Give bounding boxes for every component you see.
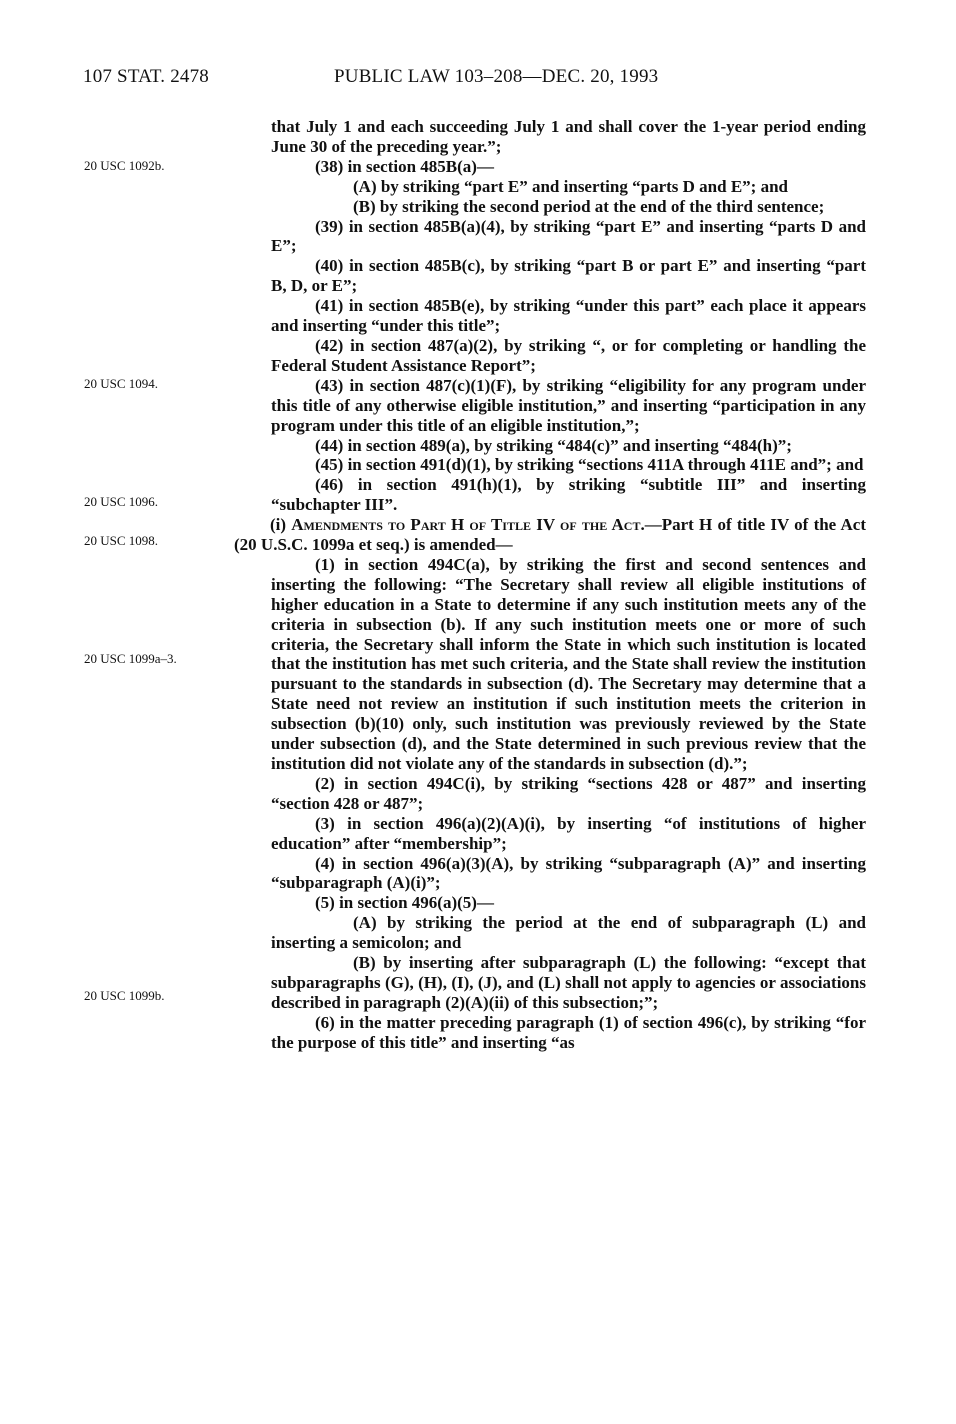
amendment-paragraph-5: (5) in section 496(a)(5)— — [315, 893, 494, 913]
amendment-paragraph-43: (43) in section 487(c)(1)(F), by striking “eligibility for any program under this title of any otherwise eligible institution,” and inserting “participation in any program under this title of an eligible institution,”; — [271, 375, 866, 435]
amendment-paragraph-42: (42) in section 487(a)(2), by striking “, or for completing or handling the Federal Student Assistance Report”; — [271, 335, 866, 375]
margin-citation: 20 USC 1092b. — [84, 158, 165, 173]
amendment-paragraph-41: (41) in section 485B(e), by striking “under this part” each place it appears and inserting “under this title”; — [271, 296, 866, 336]
amendment-paragraph-40: (40) in section 485B(c), by striking “part B or part E” and inserting “part B, D, or E”; — [271, 256, 866, 296]
subparagraph-38-a: (A) by striking “part E” and inserting “parts D and E”; and — [353, 176, 788, 196]
stat-page-number: 107 STAT. 2478 — [83, 66, 210, 87]
running-title: PUBLIC LAW 103–208—DEC. 20, 1993 — [334, 66, 659, 87]
margin-citation: 20 USC 1099a–3. — [84, 651, 177, 666]
subparagraph-5-b: (B) by inserting after subparagraph (L) the following: “except that subparagraphs (G), (H), (I), (J), and (L) shall not apply to agencies or associations described in paragraph (2)(A)(ii) of this subsection;”; — [271, 953, 866, 1012]
subparagraph-38-b: (B) by striking the second period at the end of the third sentence; — [353, 196, 825, 216]
margin-citation: 20 USC 1094. — [84, 376, 159, 391]
statute-body — [234, 117, 866, 1053]
margin-citation: 20 USC 1099b. — [84, 988, 165, 1003]
amendment-paragraph-45: (45) in section 491(d)(1), by striking “sections 411A through 411E and”; and — [315, 455, 864, 475]
continuation-paragraph: that July 1 and each succeeding July 1 and shall cover the 1-year period ending June 30 of the preceding year.”; — [271, 117, 866, 156]
amendment-paragraph-44: (44) in section 489(a), by striking “484(c)” and inserting “484(h)”; — [315, 435, 792, 455]
amendment-paragraph-3: (3) in section 496(a)(2)(A)(i), by inserting “of institutions of higher education” after “membership”; — [271, 813, 866, 853]
subparagraph-5-a: (A) by striking the period at the end of subparagraph (L) and inserting a semicolon; and — [271, 913, 866, 953]
amendment-paragraph-1: (1) in section 494C(a), by striking the first and second sentences and inserting the following: “The Secretary shall review all eligible institutions of higher education in a State to determine if any such institution meets any of the criteria in subsection (b). If any such institution meets one or more of such criteria, the Secretary shall inform the State in which such institution is located that the institution has met such criteria, and the State shall review the institution pursuant to the standards in subsection (d). The Secretary may determine that a State need not review an institution if such institution meets the criterion in subsection (b)(10) only, such institution was previously reviewed by the State under subsection (d), and the State determined in such previous review that the institution did not violate any of the standards in subsection (d).”; — [271, 554, 866, 773]
subsection-i — [234, 515, 866, 555]
amendment-paragraph-46: (46) in section 491(h)(1), by striking “subtitle III” and inserting “subchapter III”. — [271, 475, 866, 515]
amendment-paragraph-38: (38) in section 485B(a)— — [315, 156, 494, 176]
margin-citation: 20 USC 1098. — [84, 533, 159, 548]
amendment-paragraph-6: (6) in the matter preceding paragraph (1) of section 496(c), by striking “for the purpose of this title” and inserting “as — [271, 1012, 866, 1052]
subsection-i-heading: Amendments to Part H of Title IV of the Act — [291, 515, 641, 535]
amendment-paragraph-39: (39) in section 485B(a)(4), by striking “part E” and inserting “parts D and E”; — [271, 216, 866, 256]
subsection-i-label: (i) — [270, 515, 292, 535]
amendment-paragraph-4: (4) in section 496(a)(3)(A), by striking “subparagraph (A)” and inserting “subparagraph (A)(i)”; — [271, 853, 866, 893]
amendment-paragraph-2: (2) in section 494C(i), by striking “sections 428 or 487” and inserting “section 428 or 487”; — [271, 773, 866, 813]
margin-citation: 20 USC 1096. — [84, 494, 159, 509]
subsection-i-text: .—Part H of title IV of the Act (20 U.S.C. 1099a et seq.) is amended— — [234, 515, 866, 555]
